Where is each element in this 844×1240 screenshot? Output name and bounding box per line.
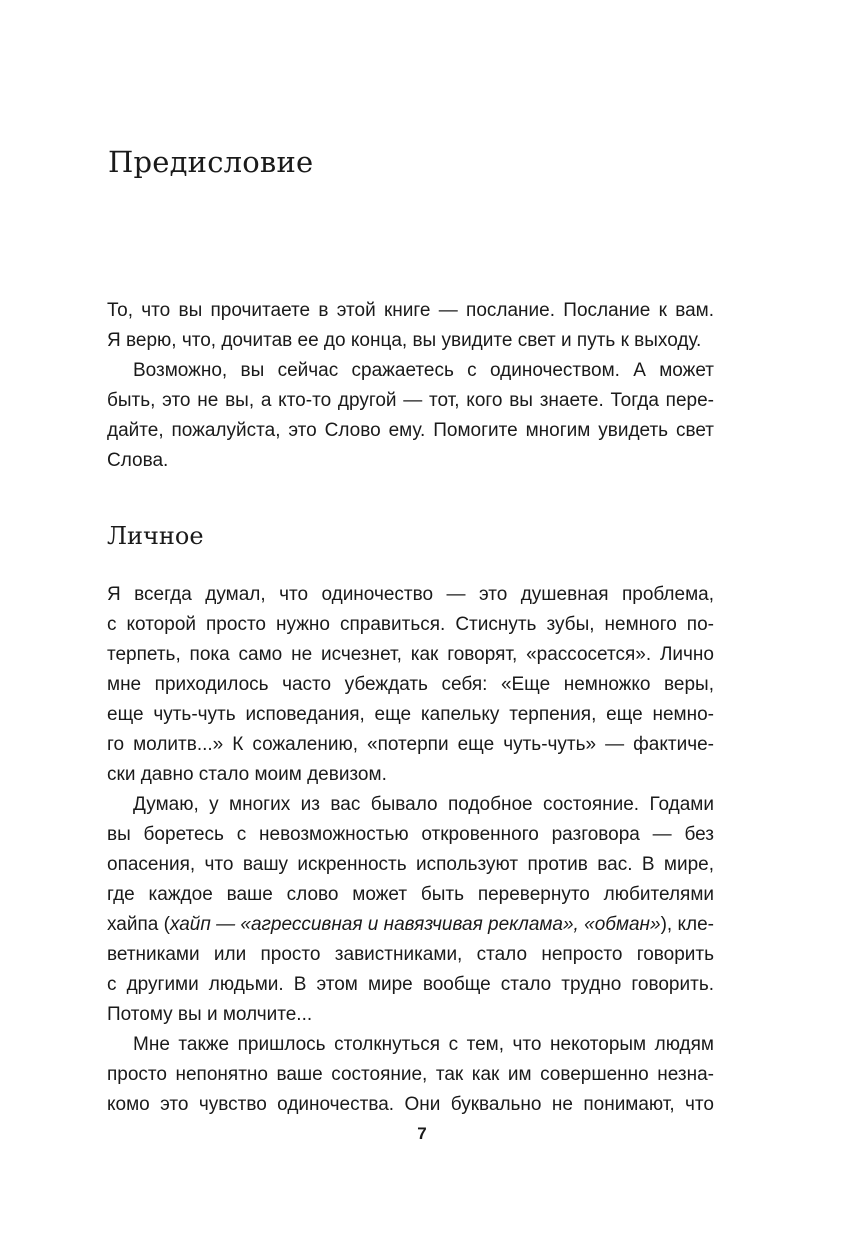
text-line: терпеть, пока само не исчезнет, как говорят, «рассосется». Лично: [107, 644, 714, 665]
intro-text: [107, 296, 714, 476]
text-line: вы боретесь с невозможностью откровенного разговора — без: [107, 824, 714, 845]
text-line: ветниками или просто завистниками, стало непросто говорить: [107, 944, 714, 965]
text-line: комо это чувство одиночества. Они буквально не понимают, что: [107, 1094, 714, 1115]
text-run: хайпа (: [107, 914, 170, 935]
paragraph: [107, 1030, 714, 1120]
definition-note: хайп — «агрессивная и навязчивая реклама», «обман»: [169, 914, 661, 935]
text-line: Мне также пришлось столкнуться с тем, что некоторым людям: [133, 1034, 714, 1055]
text-line: ски давно стало моим девизом.: [107, 764, 387, 785]
text-line: Слова.: [107, 450, 169, 471]
text-line: Потому вы и молчите...: [107, 1004, 313, 1025]
section-title: Личное: [107, 522, 204, 550]
personal-text: [107, 580, 714, 1120]
text-line: с которой просто нужно справиться. Стиснуть зубы, немного по-: [107, 614, 714, 635]
text-line: еще чуть-чуть исповедания, еще капельку терпения, еще немно-: [107, 704, 714, 725]
chapter-title: Предисловие: [108, 145, 314, 179]
text-line: мне приходилось часто убеждать себя: «Еще немножко веры,: [107, 674, 714, 695]
text-line: То, что вы прочитаете в этой книге — послание. Послание к вам.: [107, 300, 714, 321]
page-number: 7: [417, 1124, 427, 1143]
text-line: Возможно, вы сейчас сражаетесь с одиночеством. А может: [133, 360, 714, 381]
text-line: опасения, что вашу искренность используют против вас. В мире,: [107, 854, 714, 875]
text-line-with-note: [107, 910, 714, 940]
paragraph: [107, 790, 714, 1030]
text-line: где каждое ваше слово может быть перевернуто любителями: [107, 884, 714, 905]
text-line: го молитв...» К сожалению, «потерпи еще чуть-чуть» — фактиче-: [107, 734, 714, 755]
paragraph: [107, 356, 714, 476]
text-line: просто непонятно ваше состояние, так как им совершенно незна-: [107, 1064, 714, 1085]
text-line: быть, это не вы, а кто-то другой — тот, кого вы знаете. Тогда пере-: [107, 390, 714, 411]
text-line: с другими людьми. В этом мире вообще стало трудно говорить.: [107, 974, 714, 995]
paragraph: [107, 580, 714, 790]
text-run: ), кле-: [660, 914, 714, 935]
paragraph: [107, 296, 714, 356]
text-line: Думаю, у многих из вас бывало подобное состояние. Годами: [133, 794, 714, 815]
text-line: Я верю, что, дочитав ее до конца, вы увидите свет и путь к выходу.: [107, 330, 702, 351]
text-line: дайте, пожалуйста, это Слово ему. Помогите многим увидеть свет: [107, 420, 714, 441]
text-line: Я всегда думал, что одиночество — это душевная проблема,: [107, 584, 714, 605]
